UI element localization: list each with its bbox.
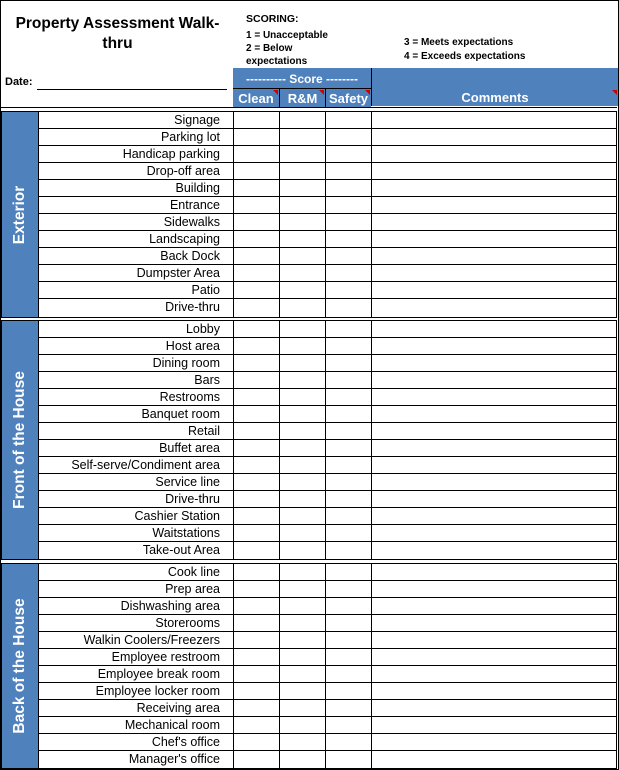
table-row [39,632,617,649]
rm-score-cell[interactable] [279,129,325,145]
table-row [39,338,617,355]
row-label: Signage [174,113,220,127]
table-row [39,440,617,457]
safety-score-cell[interactable] [325,299,371,316]
rm-score-cell[interactable] [279,248,325,264]
safety-score-cell[interactable] [325,338,371,354]
table-row [39,389,617,406]
rm-score-cell[interactable] [279,423,325,439]
table-row [39,129,617,146]
clean-score-cell[interactable] [233,683,279,699]
rm-column-header [280,88,326,107]
row-label: Storerooms [155,616,220,630]
table-row [39,231,617,248]
comment-cell[interactable] [371,474,616,490]
safety-score-cell[interactable] [325,163,371,179]
scoring-item-4: 4 = Exceeds expectations [404,51,526,62]
table-row [39,474,617,491]
row-label: Dumpster Area [136,266,220,280]
safety-score-cell[interactable] [325,683,371,699]
safety-score-cell[interactable] [325,542,371,559]
rm-score-cell[interactable] [279,666,325,682]
rm-score-cell[interactable] [279,231,325,247]
safety-score-cell[interactable] [325,700,371,716]
rm-score-cell[interactable] [279,389,325,405]
clean-score-cell[interactable] [233,197,279,213]
section-label-exterior: Exterior [11,185,28,244]
safety-score-cell[interactable] [325,508,371,524]
comment-cell[interactable] [371,423,616,439]
safety-column-label: Safety [328,91,369,106]
comment-cell[interactable] [371,440,616,456]
page-title: Property Assessment Walk-thru [15,15,220,52]
clean-score-cell[interactable] [233,581,279,597]
table-row [39,615,617,632]
comment-cell[interactable] [371,163,616,179]
clean-score-cell[interactable] [233,372,279,388]
clean-score-cell[interactable] [233,615,279,631]
safety-score-cell[interactable] [325,474,371,490]
safety-score-cell[interactable] [325,112,371,128]
comment-cell[interactable] [371,338,616,354]
safety-score-cell[interactable] [325,440,371,456]
safety-score-cell[interactable] [325,146,371,162]
rm-score-cell[interactable] [279,564,325,580]
row-label: Walkin Coolers/Freezers [83,633,220,647]
rm-score-cell[interactable] [279,197,325,213]
rm-score-cell[interactable] [279,700,325,716]
comment-cell[interactable] [371,299,616,316]
rm-score-cell[interactable] [279,508,325,524]
table-row [39,666,617,683]
comment-cell[interactable] [371,734,616,750]
row-label: Drive-thru [165,492,220,506]
comment-cell[interactable] [371,491,616,507]
safety-score-cell[interactable] [325,355,371,371]
rm-score-cell[interactable] [279,282,325,298]
safety-score-cell[interactable] [325,282,371,298]
comment-cell[interactable] [371,321,616,337]
row-label: Dishwashing area [120,599,220,613]
clean-score-cell[interactable] [233,474,279,490]
safety-score-cell[interactable] [325,214,371,230]
rm-score-cell[interactable] [279,632,325,648]
clean-score-cell[interactable] [233,214,279,230]
comment-cell[interactable] [371,751,616,768]
safety-score-cell[interactable] [325,406,371,422]
table-row [39,649,617,666]
table-row [39,581,617,598]
clean-score-cell[interactable] [233,180,279,196]
row-label: Buffet area [159,441,220,455]
clean-score-cell[interactable] [233,338,279,354]
table-row [39,197,617,214]
score-group-header: ---------- Score -------- [233,68,371,88]
row-label: Chef's office [151,735,220,749]
safety-score-cell[interactable] [325,525,371,541]
clean-score-cell[interactable] [233,299,279,316]
comment-cell[interactable] [371,214,616,230]
table-row [39,423,617,440]
clean-score-cell[interactable] [233,423,279,439]
safety-score-cell[interactable] [325,666,371,682]
safety-score-cell[interactable] [325,734,371,750]
safety-score-cell[interactable] [325,581,371,597]
safety-score-cell[interactable] [325,717,371,733]
rm-score-cell[interactable] [279,299,325,316]
clean-score-cell[interactable] [233,700,279,716]
table-row [39,508,617,525]
table-row [39,700,617,717]
clean-score-cell[interactable] [233,564,279,580]
table-row [39,214,617,231]
table-row [39,717,617,734]
row-label: Dining room [152,356,220,370]
rm-score-cell[interactable] [279,525,325,541]
table-row [39,542,617,559]
clean-score-cell[interactable] [233,129,279,145]
header-divider [1,107,617,108]
rm-score-cell[interactable] [279,321,325,337]
comment-cell[interactable] [371,282,616,298]
table-row [39,282,617,299]
clean-column-header [233,88,280,107]
row-label: Parking lot [160,130,220,144]
safety-score-cell[interactable] [325,372,371,388]
table-row [39,248,617,265]
rm-score-cell[interactable] [279,338,325,354]
rm-score-cell[interactable] [279,542,325,559]
row-label: Host area [165,339,220,353]
rm-score-cell[interactable] [279,440,325,456]
rm-score-cell[interactable] [279,581,325,597]
comment-cell[interactable] [371,265,616,281]
row-label: Take-out Area [142,543,220,557]
row-label: Retail [188,424,220,438]
section-front-of-house [1,320,617,560]
clean-score-cell[interactable] [233,751,279,768]
row-label: Handicap parking [122,147,220,161]
row-label: Bars [194,373,220,387]
clean-score-cell[interactable] [233,248,279,264]
clean-score-cell[interactable] [233,112,279,128]
clean-score-cell[interactable] [233,542,279,559]
clean-score-cell[interactable] [233,440,279,456]
safety-score-cell[interactable] [325,197,371,213]
comment-cell[interactable] [371,717,616,733]
safety-score-cell[interactable] [325,180,371,196]
safety-score-cell[interactable] [325,632,371,648]
row-label: Self-serve/Condiment area [71,458,220,472]
date-field[interactable] [37,89,227,90]
clean-score-cell[interactable] [233,406,279,422]
section-label-back-of-house: Back of the House [11,598,28,734]
table-row [39,180,617,197]
clean-score-cell[interactable] [233,491,279,507]
rm-score-cell[interactable] [279,717,325,733]
clean-score-cell[interactable] [233,649,279,665]
comment-cell[interactable] [371,180,616,196]
comment-cell[interactable] [371,406,616,422]
row-label: Entrance [169,198,220,212]
row-label: Mechanical room [124,718,220,732]
row-label: Banquet room [141,407,220,421]
rm-score-cell[interactable] [279,355,325,371]
rm-score-cell[interactable] [279,112,325,128]
clean-score-cell[interactable] [233,717,279,733]
safety-score-cell[interactable] [325,564,371,580]
row-label: Manager's office [128,752,220,766]
comment-cell[interactable] [371,615,616,631]
row-label: Back Dock [160,249,220,263]
clean-score-cell[interactable] [233,457,279,473]
rm-score-cell[interactable] [279,474,325,490]
comment-cell[interactable] [371,632,616,648]
table-row [39,491,617,508]
clean-score-cell[interactable] [233,508,279,524]
rm-score-cell[interactable] [279,457,325,473]
comment-cell[interactable] [371,197,616,213]
row-label: Drop-off area [146,164,220,178]
table-row [39,457,617,474]
comments-column-header [371,68,618,106]
comment-cell[interactable] [371,112,616,128]
section-exterior [1,111,617,318]
comment-marker-icon [319,90,324,95]
row-label: Landscaping [149,232,220,246]
scoring-item-2: 2 = Below expectations [246,43,308,67]
table-row [39,163,617,180]
clean-score-cell[interactable] [233,734,279,750]
safety-score-cell[interactable] [325,457,371,473]
comment-cell[interactable] [371,457,616,473]
row-label: Employee locker room [95,684,220,698]
comment-cell[interactable] [371,581,616,597]
table-row [39,598,617,615]
rm-score-cell[interactable] [279,683,325,699]
comment-cell[interactable] [371,700,616,716]
section-label-front-band [2,321,38,559]
table-row [39,265,617,282]
row-label: Building [175,181,220,195]
comment-cell[interactable] [371,355,616,371]
row-label: Waitstations [152,526,220,540]
clean-score-cell[interactable] [233,525,279,541]
clean-score-cell[interactable] [233,321,279,337]
comment-cell[interactable] [371,231,616,247]
table-row [39,683,617,700]
safety-score-cell[interactable] [325,265,371,281]
comment-cell[interactable] [371,146,616,162]
scoring-heading: SCORING: [246,13,299,25]
rm-score-cell[interactable] [279,649,325,665]
safety-score-cell[interactable] [325,231,371,247]
clean-score-cell[interactable] [233,632,279,648]
row-label: Drive-thru [165,300,220,314]
table-row [39,564,617,581]
comment-cell[interactable] [371,372,616,388]
rm-score-cell[interactable] [279,180,325,196]
table-row [39,525,617,542]
comment-cell[interactable] [371,508,616,524]
clean-score-cell[interactable] [233,282,279,298]
safety-score-cell[interactable] [325,615,371,631]
comment-cell[interactable] [371,525,616,541]
rm-score-cell[interactable] [279,615,325,631]
rm-column-label: R&M [287,91,318,106]
row-label: Cashier Station [134,509,220,523]
clean-score-cell[interactable] [233,231,279,247]
safety-score-cell[interactable] [325,751,371,768]
clean-score-cell[interactable] [233,598,279,614]
safety-score-cell[interactable] [325,129,371,145]
comment-cell[interactable] [371,129,616,145]
clean-column-label: Clean [238,91,274,106]
table-row [39,321,617,338]
clean-score-cell[interactable] [233,355,279,371]
safety-score-cell[interactable] [325,491,371,507]
comment-cell[interactable] [371,649,616,665]
table-row [39,146,617,163]
table-row [39,372,617,389]
comment-marker-icon [612,90,617,95]
clean-score-cell[interactable] [233,666,279,682]
comment-cell[interactable] [371,389,616,405]
comment-cell[interactable] [371,666,616,682]
scoring-item-3: 3 = Meets expectations [404,37,514,48]
row-label: Sidewalks [163,215,220,229]
date-label: Date: [5,76,33,88]
rm-score-cell[interactable] [279,146,325,162]
rm-score-cell[interactable] [279,598,325,614]
rm-score-cell[interactable] [279,406,325,422]
safety-score-cell[interactable] [325,423,371,439]
row-label: Prep area [165,582,220,596]
comment-cell[interactable] [371,542,616,559]
rm-score-cell[interactable] [279,734,325,750]
comment-cell[interactable] [371,248,616,264]
table-row [39,406,617,423]
safety-score-cell[interactable] [325,248,371,264]
row-label: Lobby [185,322,220,336]
section-label-exterior-band [2,112,38,317]
safety-score-cell[interactable] [325,598,371,614]
row-label: Employee restroom [111,650,220,664]
clean-score-cell[interactable] [233,389,279,405]
safety-score-cell[interactable] [325,389,371,405]
clean-score-cell[interactable] [233,146,279,162]
comment-marker-icon [365,90,370,95]
scoring-item-1: 1 = Unacceptable [246,30,328,41]
rm-score-cell[interactable] [279,163,325,179]
table-row [39,734,617,751]
comment-cell[interactable] [371,683,616,699]
row-label: Cook line [167,565,220,579]
comment-cell[interactable] [371,564,616,580]
rm-score-cell[interactable] [279,372,325,388]
row-label: Receiving area [136,701,220,715]
row-label: Restrooms [159,390,220,404]
rm-score-cell[interactable] [279,265,325,281]
comment-marker-icon [273,90,278,95]
safety-column-header [326,88,371,107]
rm-score-cell[interactable] [279,491,325,507]
row-label: Employee break room [97,667,220,681]
table-row [39,112,617,129]
comments-column-label: Comments [461,90,529,105]
table-row [39,299,617,316]
rm-score-cell[interactable] [279,214,325,230]
table-row [39,751,617,768]
section-back-of-house [1,563,617,769]
table-row [39,355,617,372]
safety-score-cell[interactable] [325,649,371,665]
rm-score-cell[interactable] [279,751,325,768]
comment-cell[interactable] [371,598,616,614]
clean-score-cell[interactable] [233,163,279,179]
row-label: Patio [191,283,220,297]
section-label-front-of-house: Front of the House [11,371,28,509]
row-label: Service line [155,475,220,489]
section-label-back-band [2,564,38,768]
clean-score-cell[interactable] [233,265,279,281]
safety-score-cell[interactable] [325,321,371,337]
